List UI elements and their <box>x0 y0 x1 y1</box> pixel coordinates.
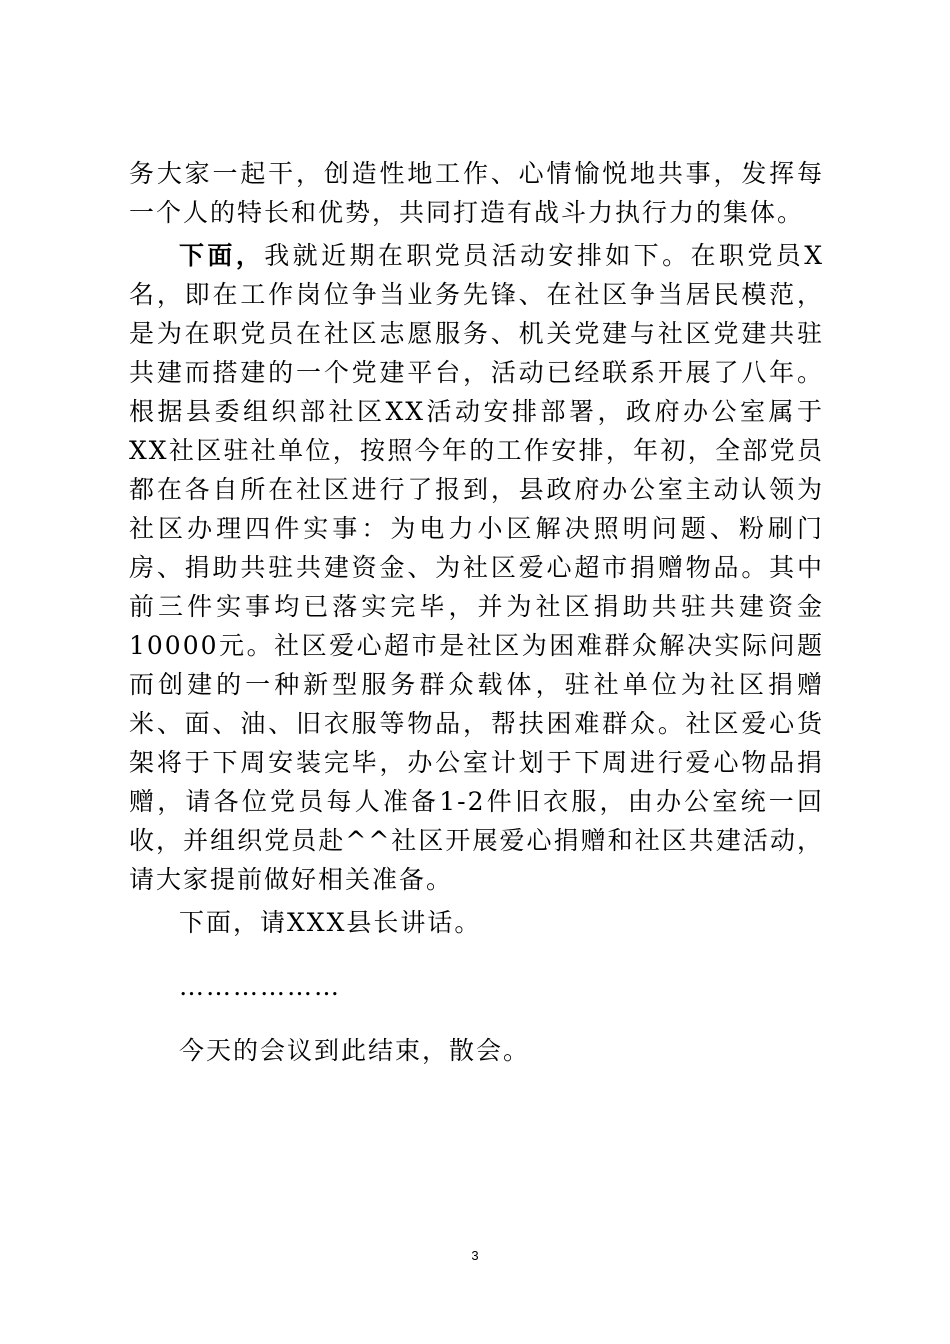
paragraph-lead-in: 下面， <box>179 241 265 270</box>
paragraph-closing: 今天的会议到此结束，散会。 <box>179 1036 531 1065</box>
paragraph-activity-body: 我就近期在职党员活动安排如下。在职党员X名，即在工作岗位争当业务先锋、在社区争当居民模范，是为在职党员在社区志愿服务、机关党建与社区党建共驻共建而搭建的一个党建平台，活动已经联系开展了八年。根据县委组织部社区XX活动安排部署，政府办公室属于XX社区驻社单位，按照今年的工作安排，年初，全部党员都在各自所在社区进行了报到，县政府办公室主动认领为社区办理四件实事：为电力小区解决照明问题、粉刷门房、捐助共驻共建资金、为社区爱心超市捐赠物品。其中前三件实事均已落实完毕，并为社区捐助共驻共建资金10000元。社区爱心超市是社区为困难群众解决实际问题而创建的一种新型服务群众载体，驻社单位为社区捐赠米、面、油、旧衣服等物品，帮扶困难群众。社区爱心货架将于下周安装完毕，办公室计划于下周进行爱心物品捐赠，请各位党员每人准备1-2件旧衣服，由办公室统一回收，并组织党员赴^^社区开展爱心捐赠和社区共建活动，请大家提前做好相关准备。 <box>129 241 824 894</box>
paragraph-continuation: 务大家一起干，创造性地工作、心情愉悦地共事，发挥每一个人的特长和优势，共同打造有战斗力执行力的集体。 <box>129 159 824 227</box>
page-number: 3 <box>471 1248 479 1263</box>
paragraph-activity-arrangement <box>129 236 824 899</box>
paragraph-ellipsis: ……………… <box>179 972 341 1001</box>
document-body <box>129 154 824 1095</box>
paragraph-speech-invite: 下面，请XXX县长讲话。 <box>179 908 482 937</box>
